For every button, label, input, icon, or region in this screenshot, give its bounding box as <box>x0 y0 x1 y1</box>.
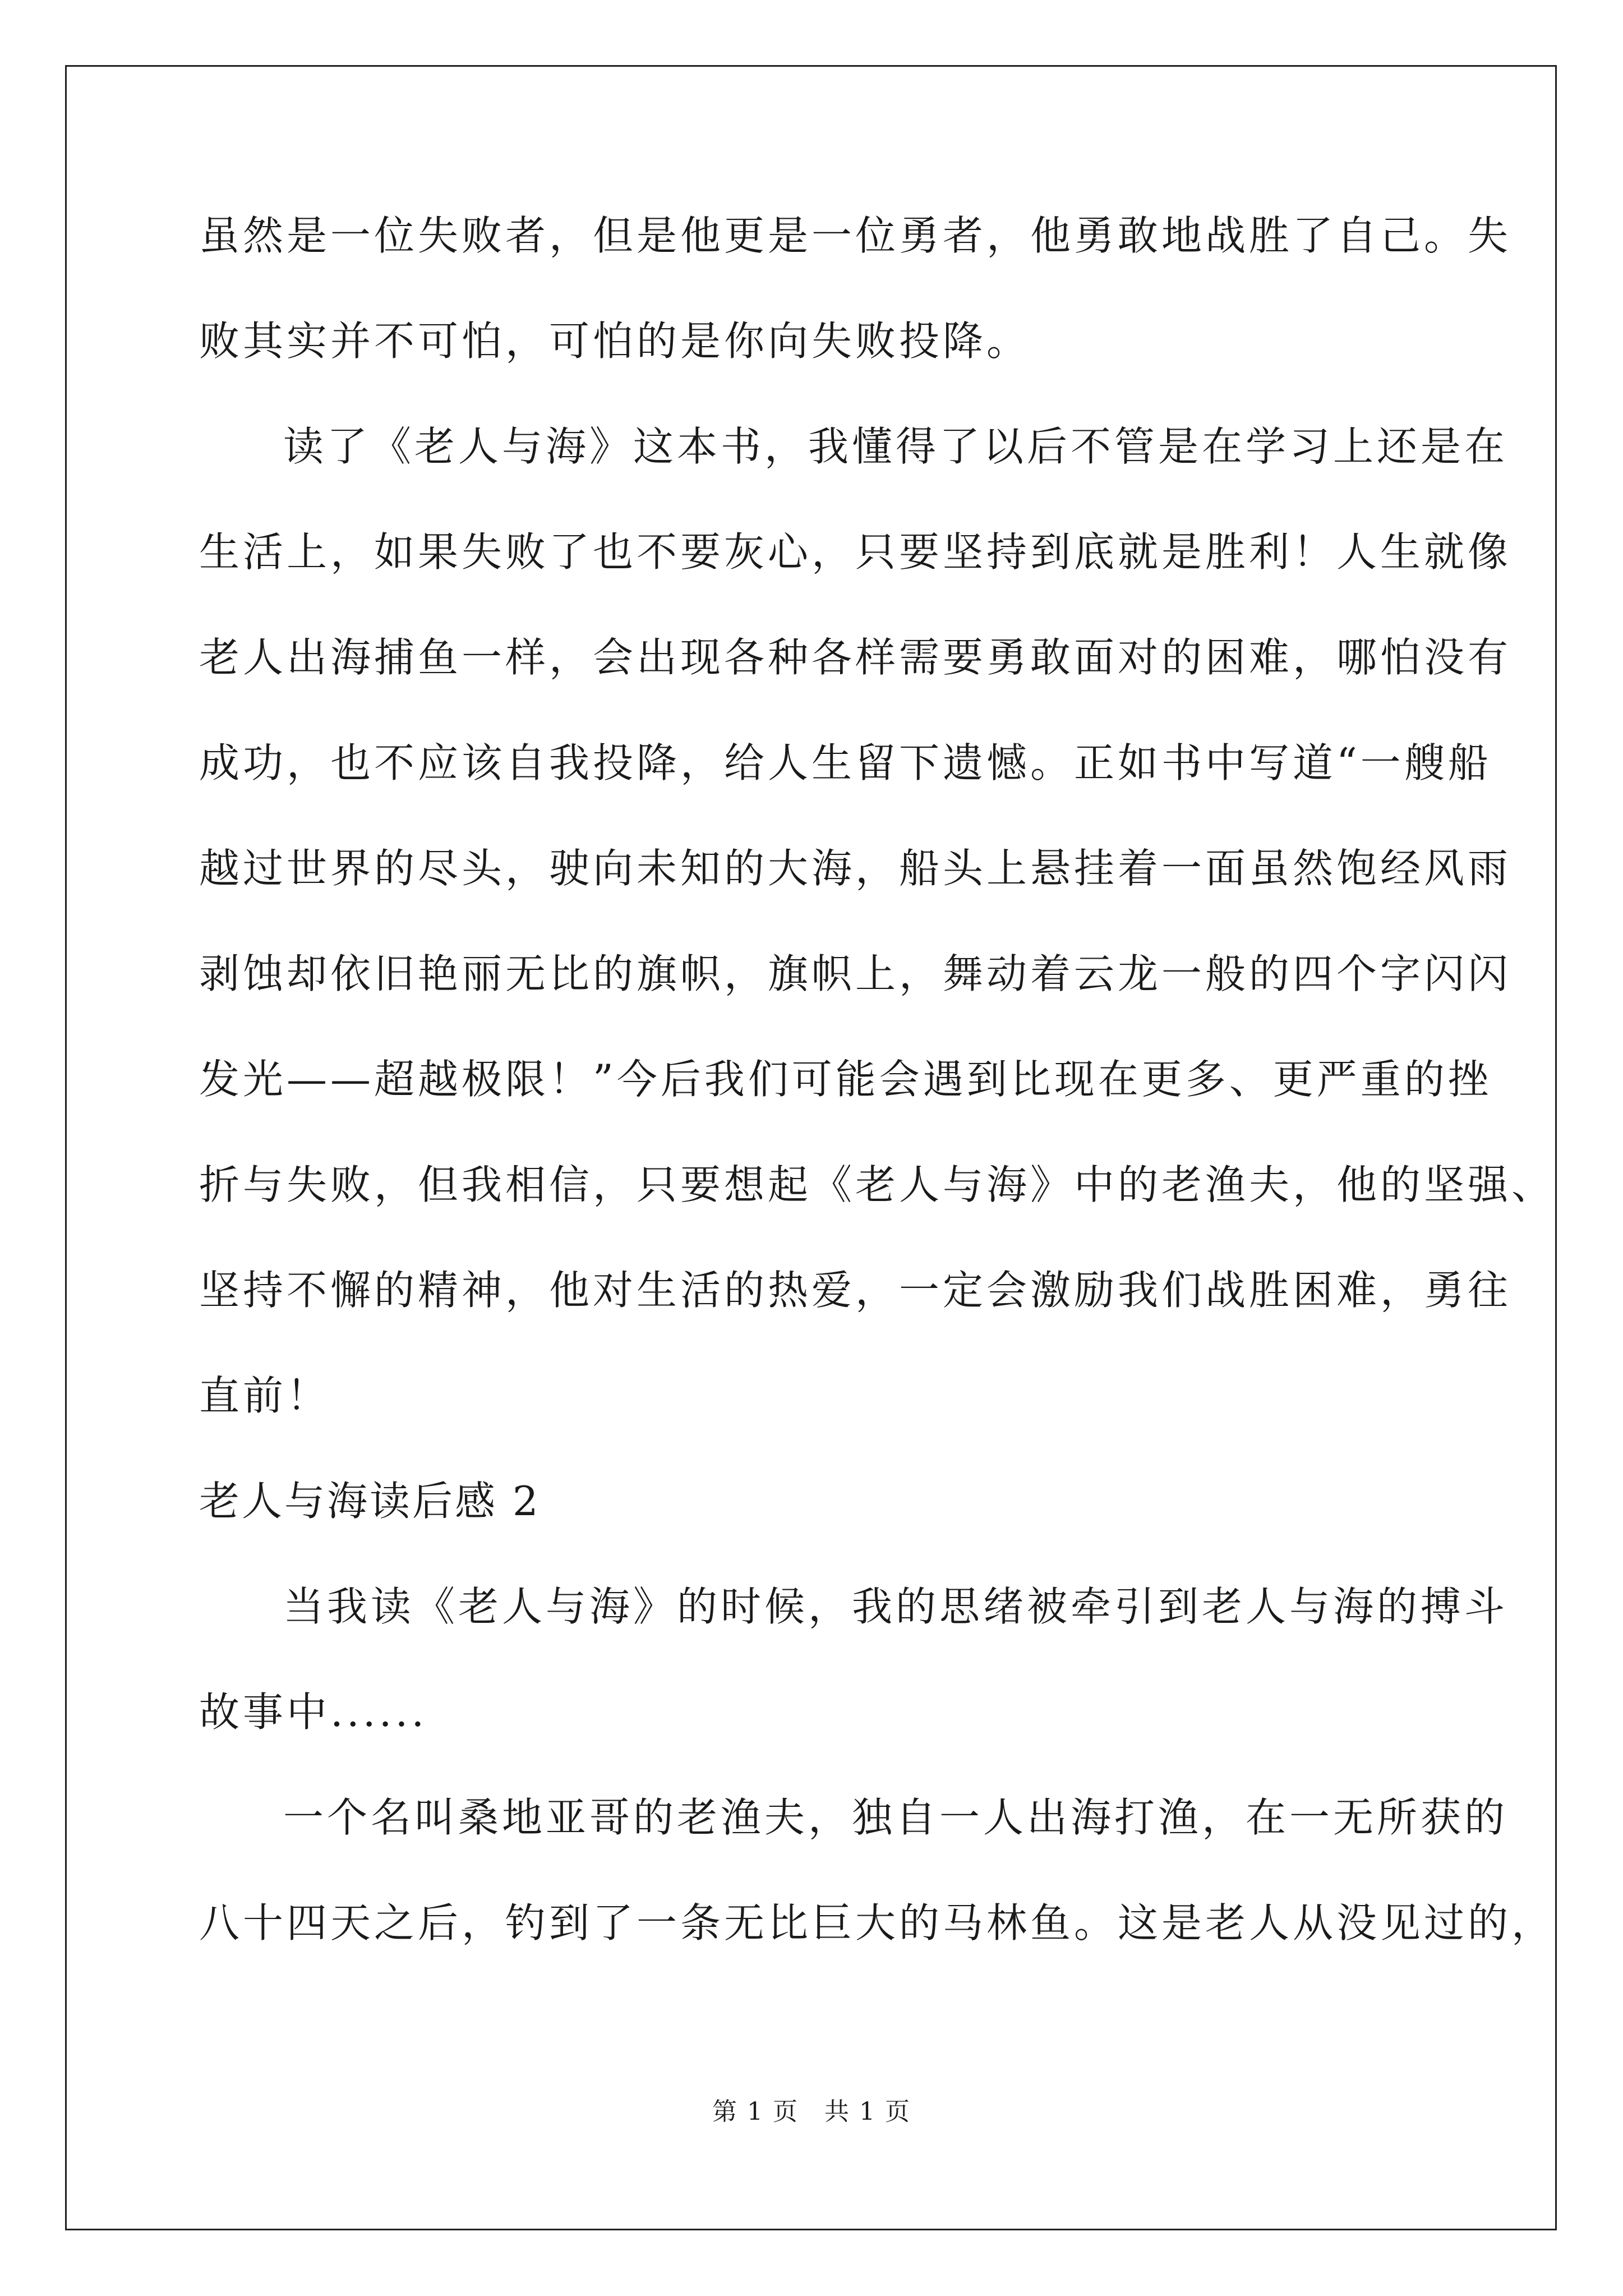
text-line: 败其实并不可怕，可怕的是你向失败投降。 <box>199 318 1031 365</box>
text-line: 生活上，如果失败了也不要灰心，只要坚持到底就是胜利！人生就像 <box>199 528 1512 576</box>
text-line: 坚持不懈的精神，他对生活的热爱，一定会激励我们战胜困难，勇往 <box>199 1267 1512 1314</box>
text-line: 剥蚀却依旧艳丽无比的旗帜，旗帜上，舞动着云龙一般的四个字闪闪 <box>199 950 1512 997</box>
text-line: 故事中...... <box>199 1688 428 1736</box>
text-line: 折与失败，但我相信，只要想起《老人与海》中的老渔夫，他的坚强、 <box>199 1161 1556 1208</box>
paragraph-start-line: 读了《老人与海》这本书，我懂得了以后不管是在学习上还是在 <box>283 423 1509 470</box>
section-heading: 老人与海读后感 2 <box>199 1478 541 1525</box>
text-line: 发光——超越极限！”今后我们可能会遇到比现在更多、更严重的挫 <box>199 1056 1492 1103</box>
paragraph-start-line: 一个名叫桑地亚哥的老渔夫，独自一人出海打渔，在一无所获的 <box>283 1794 1509 1841</box>
text-line: 老人出海捕鱼一样，会出现各种各样需要勇敢面对的困难，哪怕没有 <box>199 634 1512 681</box>
text-line: 越过世界的尽头，驶向未知的大海，船头上悬挂着一面虽然饱经风雨 <box>199 845 1512 892</box>
text-line: 成功，也不应该自我投降，给人生留下遗憾。正如书中写道“一艘船 <box>199 739 1492 786</box>
text-line: 直前！ <box>199 1372 331 1419</box>
text-line: 虽然是一位失败者，但是他更是一位勇者，他勇敢地战胜了自己。失 <box>199 212 1512 259</box>
document-body <box>199 208 1556 2000</box>
page-number-footer: 第 1 页 共 1 页 <box>712 2097 911 2126</box>
text-line: 八十四天之后，钓到了一条无比巨大的马林鱼。这是老人从没见过的， <box>199 1899 1556 1947</box>
paragraph-start-line: 当我读《老人与海》的时候，我的思绪被牵引到老人与海的搏斗 <box>283 1583 1509 1630</box>
